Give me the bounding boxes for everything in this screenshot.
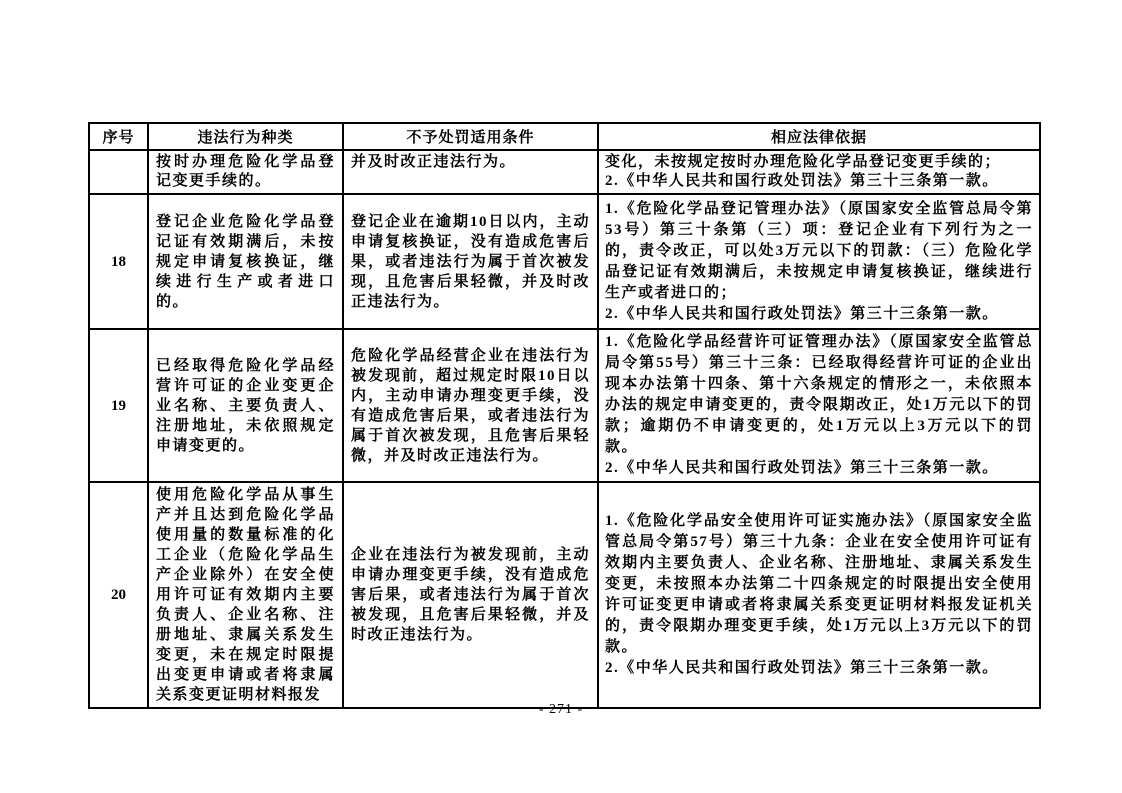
cell-exemption-condition: 企业在违法行为被发现前，主动申请办理变更手续，没有造成危害后果，或者违法行为属于首次被发现，且危害后果轻微，并及时改正违法行为。: [343, 482, 598, 708]
legal-basis-item: 2.《中华人民共和国行政处罚法》第三十三条第一款。: [605, 660, 999, 676]
legal-basis-item: 2.《中华人民共和国行政处罚法》第三十三条第一款。: [605, 460, 999, 476]
header-legal-basis: 相应法律依据: [598, 123, 1040, 150]
header-violation-type: 违法行为种类: [148, 123, 343, 150]
cell-serial-number: 20: [89, 482, 148, 708]
cell-serial-number: 19: [89, 329, 148, 482]
cell-exemption-condition: 并及时改正违法行为。: [343, 150, 598, 194]
page-number: - 271 -: [538, 702, 584, 717]
legal-basis-item: 1.《危险化学品经营许可证管理办法》（原国家安全监管总局令第55号）第三十三条：已经取得经营许可证的企业出现本办法第十四条、第十六条规定的情形之一，未依照本办法的规定申请变更的，责令限期改正，处1万元以下的罚款；逾期仍不申请变更的，处1万元以上3万元以下的罚款。: [605, 334, 1033, 455]
penalty-exemption-table: [88, 122, 1041, 709]
table-header-row: [89, 123, 1040, 150]
cell-violation-type: 登记企业危险化学品登记证有效期满后，未按规定申请复核换证，继续进行生产或者进口的。: [148, 194, 343, 329]
cell-exemption-condition: 登记企业在逾期10日以内，主动申请复核换证，没有造成危害后果，或者违法行为属于首次被发现，且危害后果轻微，并及时改正违法行为。: [343, 194, 598, 329]
header-serial-number: 序号: [89, 123, 148, 150]
cell-legal-basis: [598, 482, 1040, 708]
cell-exemption-condition: 危险化学品经营企业在违法行为被发现前，超过规定时限10日以内，主动申请办理变更手续，没有造成危害后果，或者违法行为属于首次被发现，且危害后果轻微，并及时改正违法行为。: [343, 329, 598, 482]
cell-legal-basis: [598, 194, 1040, 329]
table-row-20: [89, 482, 1040, 708]
legal-basis-item: 2.《中华人民共和国行政处罚法》第三十三条第一款。: [605, 173, 999, 189]
cell-violation-type: 按时办理危险化学品登记变更手续的。: [148, 150, 343, 194]
cell-serial-number: 18: [89, 194, 148, 329]
header-exemption-condition: 不予处罚适用条件: [343, 123, 598, 150]
cell-violation-type: 已经取得危险化学品经营许可证的企业变更企业名称、主要负责人、注册地址，未依照规定申请变更的。: [148, 329, 343, 482]
cell-legal-basis: [598, 150, 1040, 194]
cell-legal-basis: [598, 329, 1040, 482]
table-row-continuation: [89, 150, 1040, 194]
cell-violation-type: 使用危险化学品从事生产并且达到危险化学品使用量的数量标准的化工企业（危险化学品生产企业除外）在安全使用许可证有效期内主要负责人、企业名称、注册地址、隶属关系发生变更，未在规定时限提出变更申请或者将隶属关系变更证明材料报发: [148, 482, 343, 708]
table-row-19: [89, 329, 1040, 482]
table-row-18: [89, 194, 1040, 329]
legal-basis-item: 1.《危险化学品安全使用许可证实施办法》（原国家安全监管总局令第57号）第三十九条：企业在安全使用许可证有效期内主要负责人、企业名称、注册地址、隶属关系发生变更，未按照本办法第二十四条规定的时限提出安全使用许可证变更申请或者将隶属关系变更证明材料报发证机关的，责令限期办理变更手续，处1万元以上3万元以下的罚款。: [605, 513, 1033, 655]
legal-basis-item: 2.《中华人民共和国行政处罚法》第三十三条第一款。: [605, 305, 999, 322]
legal-basis-item: 变化，未按规定按时办理危险化学品登记变更手续的；: [605, 154, 1002, 170]
legal-basis-item: 1.《危险化学品登记管理办法》（原国家安全监管总局令第53号）第三十条第（三）项：登记企业有下列行为之一的，责令改正，可以处3万元以下的罚款：（三）危险化学品登记证有效期满后，未按规定申请复核换证，继续进行生产或者进口的；: [605, 200, 1033, 301]
cell-serial-number: [89, 150, 148, 194]
